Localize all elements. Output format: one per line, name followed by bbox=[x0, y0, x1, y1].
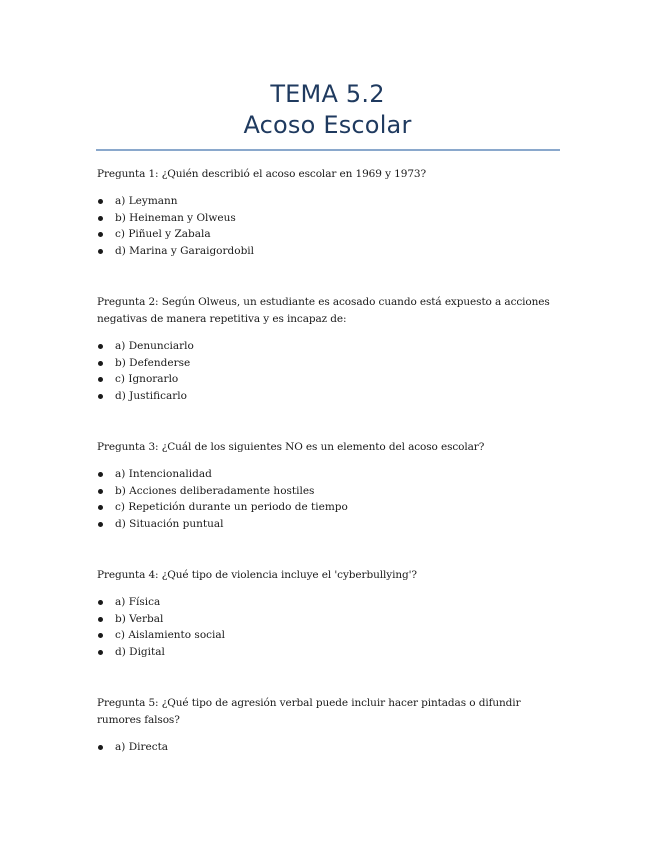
question-1-option-b: b) Heineman y Olweus bbox=[97, 210, 557, 227]
question-3-option-a: a) Intencionalidad bbox=[97, 466, 557, 483]
question-3-option-d: d) Situación puntual bbox=[97, 516, 557, 533]
question-1-option-c: c) Piñuel y Zabala bbox=[97, 226, 557, 243]
question-3-text: Pregunta 3: ¿Cuál de los siguientes NO es un elemento del acoso escolar? bbox=[97, 441, 485, 453]
question-5-option-a: a) Directa bbox=[97, 739, 557, 756]
question-1 bbox=[97, 166, 557, 259]
question-3 bbox=[97, 439, 557, 532]
question-3-option-c: c) Repetición durante un periodo de tiempo bbox=[97, 499, 557, 516]
title-divider bbox=[96, 149, 560, 151]
question-4-option-c: c) Aislamiento social bbox=[97, 627, 557, 644]
question-4-option-b: b) Verbal bbox=[97, 611, 557, 628]
question-5 bbox=[97, 695, 557, 756]
question-4 bbox=[97, 567, 557, 660]
document-title bbox=[0, 79, 655, 141]
question-2-option-b: b) Defenderse bbox=[97, 355, 557, 372]
question-1-option-a: a) Leymann bbox=[97, 193, 557, 210]
question-4-options bbox=[97, 594, 557, 660]
title-line-2: Acoso Escolar bbox=[243, 111, 412, 139]
question-1-options bbox=[97, 193, 557, 259]
question-1-text: Pregunta 1: ¿Quién describió el acoso escolar en 1969 y 1973? bbox=[97, 168, 427, 180]
question-4-option-a: a) Física bbox=[97, 594, 557, 611]
question-5-options bbox=[97, 739, 557, 756]
title-line-1: TEMA 5.2 bbox=[270, 80, 385, 108]
question-2-text: Pregunta 2: Según Olweus, un estudiante es acosado cuando está expuesto a acciones negativas de manera repetitiva y es incapaz de: bbox=[97, 296, 550, 325]
question-2-option-d: d) Justificarlo bbox=[97, 388, 557, 405]
question-5-text: Pregunta 5: ¿Qué tipo de agresión verbal puede incluir hacer pintadas o difundir rumores falsos? bbox=[97, 697, 521, 726]
question-2-option-a: a) Denunciarlo bbox=[97, 338, 557, 355]
question-4-text: Pregunta 4: ¿Qué tipo de violencia incluye el 'cyberbullying'? bbox=[97, 569, 417, 581]
question-1-option-d: d) Marina y Garaigordobil bbox=[97, 243, 557, 260]
question-4-option-d: d) Digital bbox=[97, 644, 557, 661]
question-3-option-b: b) Acciones deliberadamente hostiles bbox=[97, 483, 557, 500]
question-2-options bbox=[97, 338, 557, 404]
question-list bbox=[97, 166, 557, 756]
question-2 bbox=[97, 294, 557, 404]
question-2-option-c: c) Ignorarlo bbox=[97, 371, 557, 388]
question-3-options bbox=[97, 466, 557, 532]
